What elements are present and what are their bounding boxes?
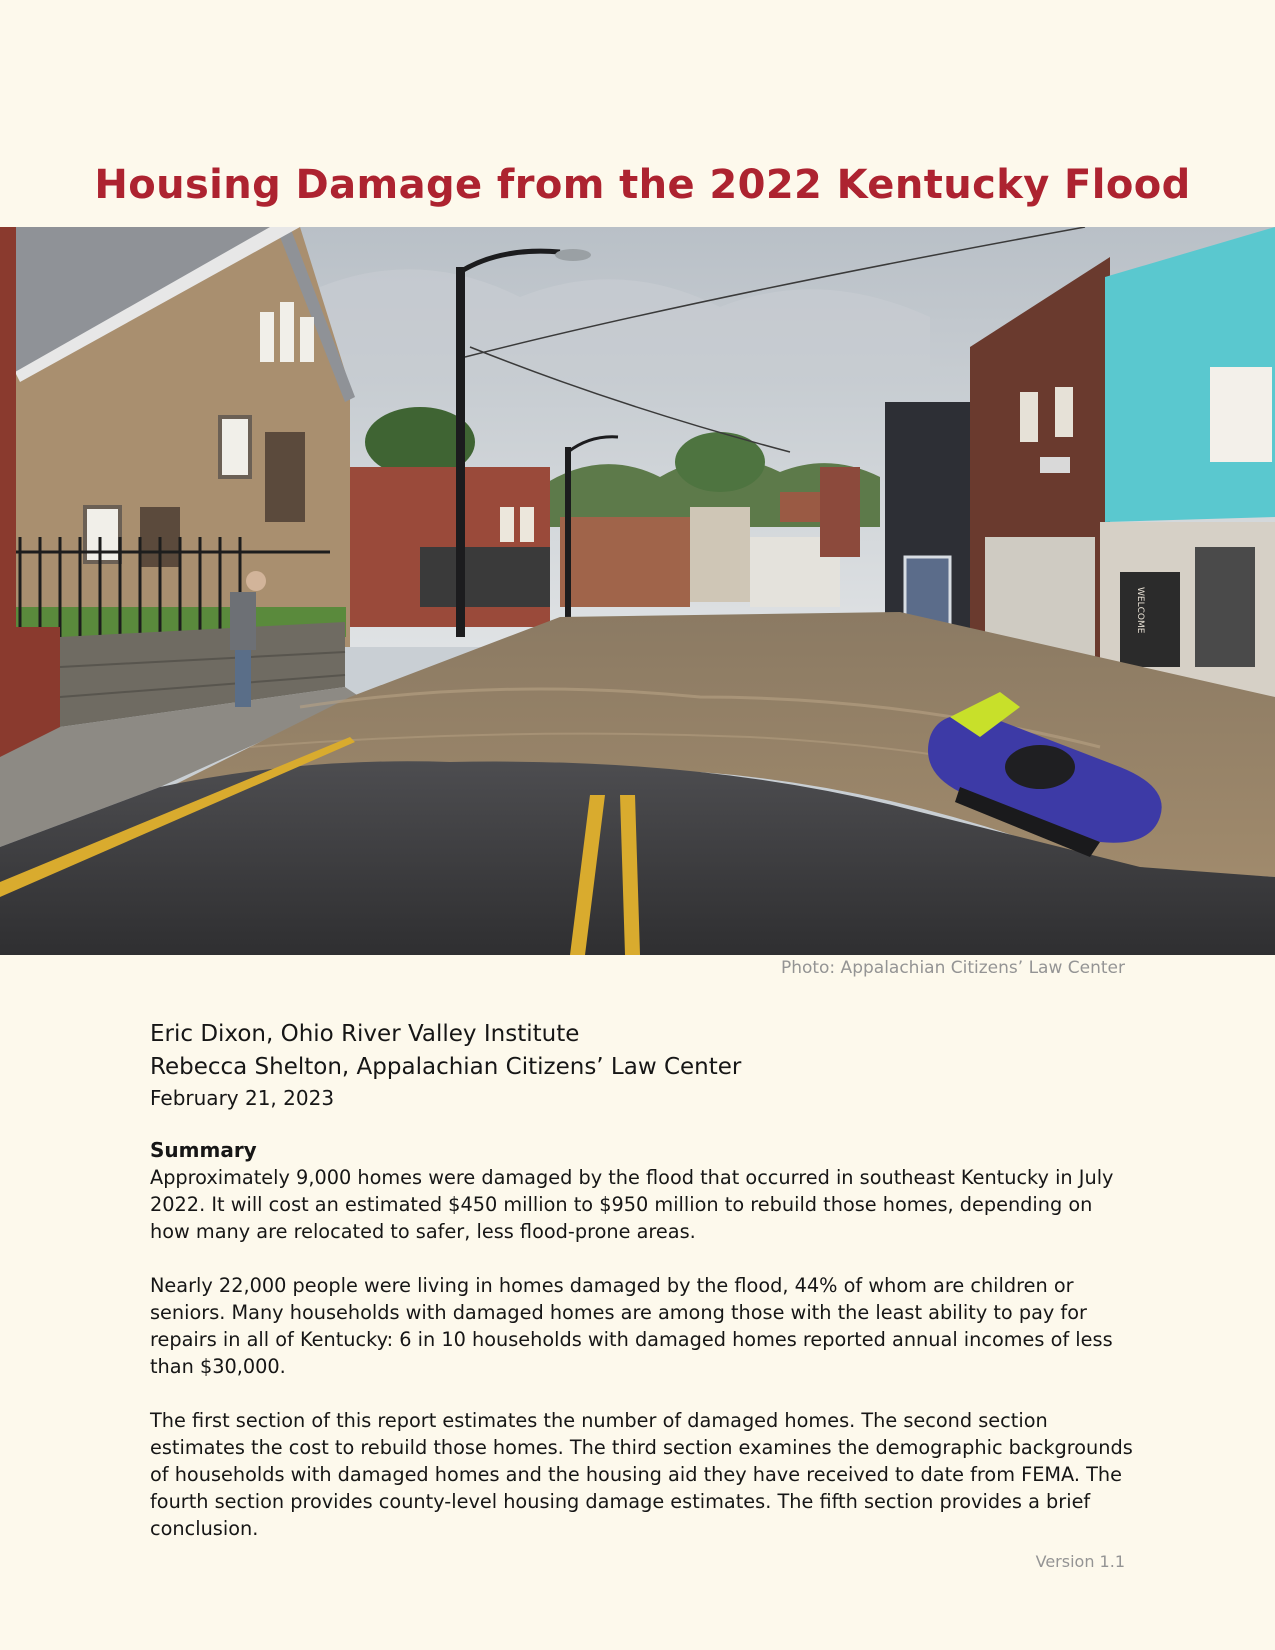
author-line: Eric Dixon, Ohio River Valley Institute xyxy=(150,1021,580,1047)
summary-paragraph: Nearly 22,000 people were living in homes damaged by the flood, 44% of whom are children or seniors. Many households with damaged homes are among those with the least ability to pay for repairs in all of Kentucky: 6 in 10 households with damaged homes reported annual incomes of less than $30,000. xyxy=(150,1274,1113,1378)
flood-photo xyxy=(0,227,1275,955)
photo-caption: Photo: Appalachian Citizens’ Law Center xyxy=(780,958,1125,978)
summary-section xyxy=(150,1136,1135,1569)
publication-date: February 21, 2023 xyxy=(150,1086,335,1110)
welcome-sign-text: WELCOME xyxy=(1135,587,1145,634)
author-line: Rebecca Shelton, Appalachian Citizens’ Law Center xyxy=(150,1054,742,1080)
document-title: Housing Damage from the 2022 Kentucky Flood xyxy=(94,162,1191,208)
summary-heading: Summary xyxy=(150,1138,257,1162)
author-block xyxy=(150,1018,1130,1112)
summary-paragraph: The first section of this report estimates the number of damaged homes. The second section estimates the cost to rebuild those homes. The third section examines the demographic backgrounds of households with damaged homes and the housing aid they have received to date from FEMA. The fourth section provides county-level housing damage estimates. The fifth section provides a brief conclusion. xyxy=(150,1409,1133,1540)
version-label: Version 1.1 xyxy=(1035,1552,1125,1571)
summary-paragraph: Approximately 9,000 homes were damaged by the flood that occurred in southeast Kentucky in July 2022. It will cost an estimated $450 million to $950 million to rebuild those homes, depending on how many are relocated to safer, less flood-prone areas. xyxy=(150,1166,1114,1243)
